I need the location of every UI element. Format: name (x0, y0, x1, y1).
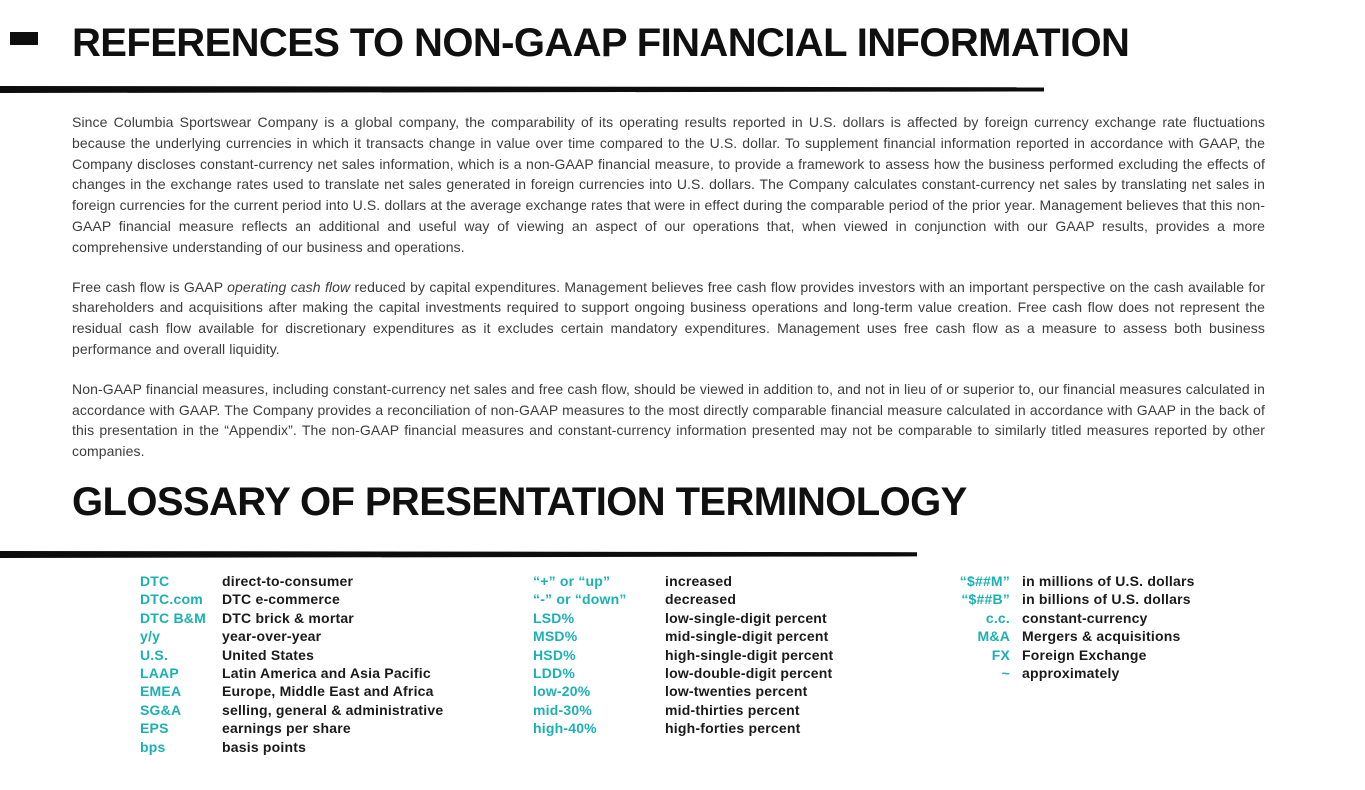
paragraph-constant-currency: Since Columbia Sportswear Company is a global company, the comparability of its operating results reported in U.S. dollars is affected by foreign currency exchange rate fluctuations because the underlying currencies in which it transacts change in value over time compared to the U.S. dollar. To supplement financial information reported in accordance with GAAP, the Company discloses constant-currency net sales information, which is a non-GAAP financial measure, to provide a framework to assess how the business performed excluding the effects of changes in the exchange rates used to translate net sales generated in foreign currencies into U.S. dollars. The Company calculates constant-currency net sales by translating net sales in foreign currencies for the current period into U.S. dollars at the average exchange rates that were in effect during the comparable period of the prior year. Management believes that this non-GAAP financial measure reflects an additional and useful way of viewing an aspect of our operations that, when viewed in conjunction with our GAAP results, provides a more comprehensive understanding of our business and operations. (72, 114, 1265, 255)
glossary-definition: approximately (1022, 664, 1120, 681)
glossary-definition: basis points (222, 738, 307, 755)
glossary-row (140, 738, 443, 756)
glossary-term: SG&A (140, 701, 182, 718)
title-glossary-underline (0, 551, 917, 558)
glossary-term: c.c. (985, 609, 1010, 626)
glossary-term: DTC B&M (140, 609, 206, 626)
paragraph-non-gaap-measures: Non-GAAP financial measures, including constant-currency net sales and free cash flow, should be viewed in addition to, and not in lieu of or superior to, our financial measures calculated in accordance with GAAP. The Company provides a reconciliation of non-GAAP measures to the most directly comparable financial measure calculated in accordance with GAAP in the back of this presentation in the “Appendix”. The non-GAAP financial measures and constant-currency information presented may not be comparable to similarly titled measures reported by other companies. (72, 380, 1265, 460)
glossary-row (935, 609, 1195, 627)
glossary-row (140, 719, 443, 737)
p2-italic-term: operating cash flow (227, 278, 351, 295)
glossary-definition: increased (665, 572, 733, 589)
glossary-definition: DTC brick & mortar (222, 609, 354, 626)
glossary-term: EPS (140, 720, 169, 737)
glossary-term: “$##M” (959, 572, 1010, 589)
glossary-term: HSD% (533, 646, 576, 663)
glossary-definition: high-single-digit percent (665, 646, 834, 663)
glossary (0, 572, 1365, 762)
body-text-block (72, 112, 1265, 462)
glossary-definition: earnings per share (222, 720, 351, 737)
glossary-row (935, 590, 1195, 608)
glossary-column-1 (140, 572, 443, 756)
paragraph-free-cash-flow (72, 277, 1265, 360)
glossary-column-3 (935, 572, 1195, 682)
glossary-row (533, 682, 833, 700)
glossary-term: high-40% (533, 720, 597, 737)
glossary-term: DTC (140, 572, 170, 589)
glossary-row (533, 627, 833, 645)
glossary-row (533, 701, 833, 719)
glossary-term: mid-30% (533, 701, 592, 718)
p2-suffix: reduced by capital expenditures. Management believes free cash flow provides investors with an important perspective on the cash available for shareholders and acquisitions after making the capital investments required to support ongoing business operations and long-term value creation. Free cash flow does not represent the residual cash flow available for discretionary expenditures as it excludes certain mandatory expenditures. Management uses free cash flow as a measure to assess both business performance and overall liquidity. (72, 278, 1266, 357)
glossary-definition: direct-to-consumer (222, 572, 354, 589)
glossary-row (533, 572, 833, 590)
glossary-row (140, 664, 443, 682)
glossary-definition: decreased (665, 591, 737, 608)
p2-prefix: Free cash flow is GAAP (72, 278, 228, 295)
glossary-term: ~ (1001, 664, 1010, 681)
glossary-row (533, 664, 833, 682)
glossary-row (533, 590, 833, 608)
glossary-row (935, 646, 1195, 664)
glossary-row (140, 627, 443, 645)
glossary-definition: Latin America and Asia Pacific (222, 664, 431, 681)
glossary-term: LAAP (140, 664, 179, 681)
glossary-row (533, 646, 833, 664)
glossary-term: MSD% (533, 628, 578, 645)
glossary-definition: Europe, Middle East and Africa (222, 683, 434, 700)
glossary-definition: Foreign Exchange (1022, 646, 1147, 663)
glossary-term: LDD% (533, 664, 576, 681)
glossary-row (140, 682, 443, 700)
glossary-column-2 (533, 572, 833, 738)
glossary-term: bps (140, 738, 166, 755)
glossary-term: low-20% (533, 683, 591, 700)
glossary-definition: mid-single-digit percent (665, 628, 829, 645)
title-glossary: GLOSSARY OF PRESENTATION TERMINOLOGY (72, 479, 967, 524)
glossary-definition: DTC e-commerce (222, 591, 340, 608)
glossary-definition: high-forties percent (665, 720, 801, 737)
glossary-row (140, 590, 443, 608)
glossary-term: U.S. (140, 646, 169, 663)
glossary-definition: United States (222, 646, 315, 663)
glossary-row (935, 627, 1195, 645)
glossary-definition: year-over-year (222, 628, 322, 645)
glossary-row (140, 572, 443, 590)
glossary-row (140, 609, 443, 627)
title-references: REFERENCES TO NON-GAAP FINANCIAL INFORMATION (72, 21, 1130, 65)
corner-mark (10, 32, 38, 45)
glossary-definition: mid-thirties percent (665, 701, 800, 718)
glossary-term: DTC.com (140, 591, 203, 608)
title-references-underline (0, 86, 1044, 93)
glossary-row (533, 609, 833, 627)
glossary-term: LSD% (533, 609, 575, 626)
glossary-term: FX (991, 646, 1010, 663)
glossary-row (140, 701, 443, 719)
glossary-term: “$##B” (961, 591, 1010, 608)
glossary-definition: in millions of U.S. dollars (1022, 572, 1195, 589)
glossary-definition: constant-currency (1022, 609, 1148, 626)
glossary-definition: low-double-digit percent (665, 664, 833, 681)
glossary-term: “-” or “down” (533, 591, 627, 608)
glossary-term: y/y (140, 628, 161, 645)
glossary-definition: low-twenties percent (665, 683, 808, 700)
glossary-term: M&A (977, 628, 1010, 645)
glossary-definition: Mergers & acquisitions (1022, 628, 1181, 645)
glossary-definition: in billions of U.S. dollars (1022, 591, 1191, 608)
glossary-definition: selling, general & administrative (222, 701, 444, 718)
glossary-row (935, 572, 1195, 590)
glossary-definition: low-single-digit percent (665, 609, 827, 626)
glossary-row (533, 719, 833, 737)
glossary-row (140, 646, 443, 664)
glossary-row (935, 664, 1195, 682)
glossary-term: “+” or “up” (533, 572, 611, 589)
glossary-term: EMEA (140, 683, 182, 700)
